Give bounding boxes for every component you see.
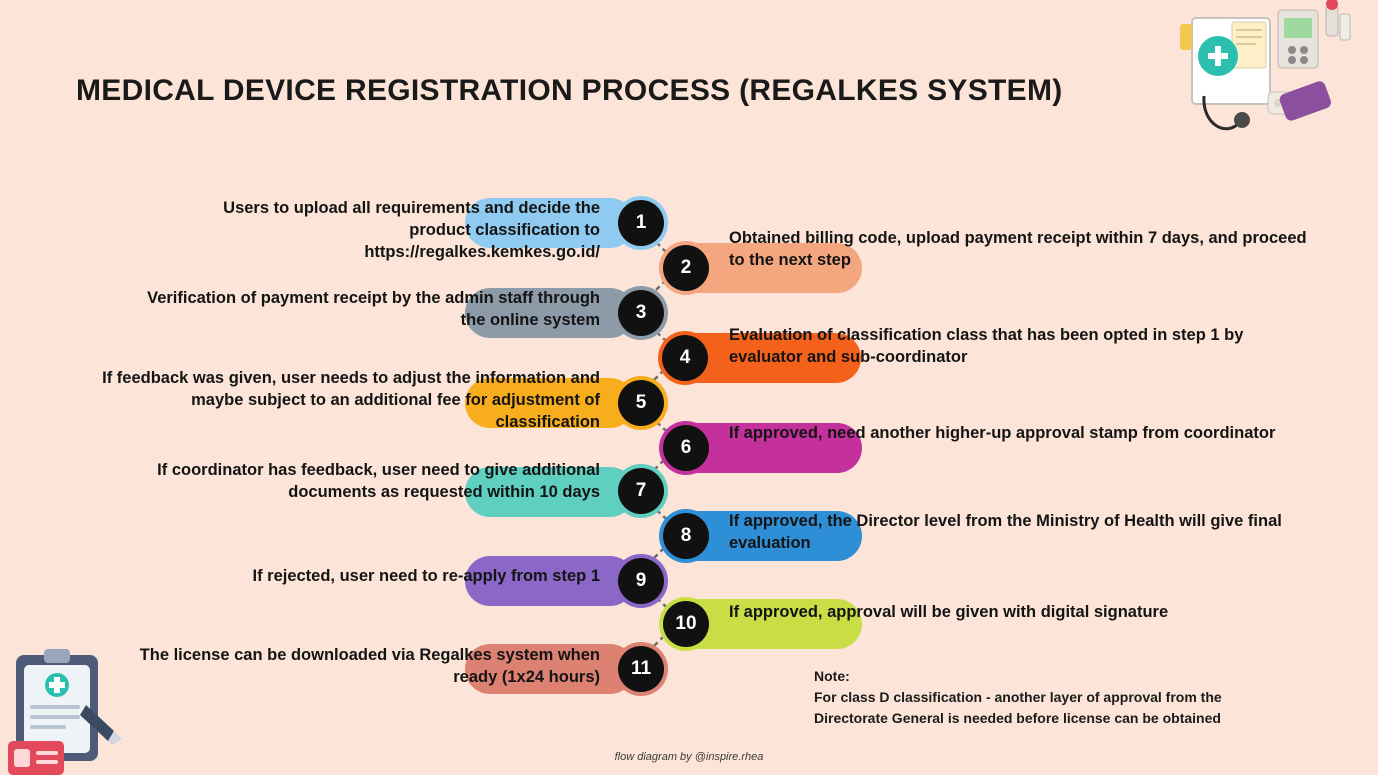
note-line-2: Directorate General is needed before license can be obtained [814,710,1221,726]
note-block [814,666,1222,729]
step-badge-2: 2 [663,245,709,291]
step-badge-10: 10 [663,601,709,647]
step-label-2: Obtained billing code, upload payment receipt within 7 days, and proceed to the next step [729,229,1307,269]
step-label-9: If rejected, user need to re-apply from step 1 [252,567,600,585]
step-badge-7: 7 [618,468,664,514]
note-heading: Note: [814,668,850,684]
step-badge-9: 9 [618,558,664,604]
step-badge-8: 8 [663,513,709,559]
medical-supplies-illustration [1174,0,1374,160]
step-badge-5: 5 [618,380,664,426]
step-badge-11: 11 [618,646,664,692]
step-label-10: If approved, approval will be given with digital signature [729,603,1169,621]
step-label-4: Evaluation of classification class that has been opted in step 1 by evaluator and sub-coordinator [729,326,1244,366]
credit-text: flow diagram by @inspire.rhea [614,751,764,763]
step-label-3: Verification of payment receipt by the admin staff through the online system [147,289,600,329]
step-label-5: If feedback was given, user needs to adjust the information and maybe subject to an additional fee for adjustment of classification [102,369,600,431]
page-title: MEDICAL DEVICE REGISTRATION PROCESS (REGALKES SYSTEM) [76,74,1063,107]
step-label-6: If approved, need another higher-up approval stamp from coordinator [729,424,1276,442]
step-label-11: The license can be downloaded via Regalkes system when ready (1x24 hours) [139,646,600,686]
step-badge-4: 4 [662,335,708,381]
step-badge-3: 3 [618,290,664,336]
step-label-8: If approved, the Director level from the Ministry of Health will give final evaluation [729,512,1282,552]
step-badge-6: 6 [663,425,709,471]
note-line-1: For class D classification - another layer of approval from the [814,689,1222,705]
step-label-1: Users to upload all requirements and decide the product classification to https://regalkes.kemkes.go.id/ [223,199,600,261]
step-badge-1: 1 [618,200,664,246]
step-label-7: If coordinator has feedback, user need to give additional documents as requested within 10 days [157,461,600,501]
